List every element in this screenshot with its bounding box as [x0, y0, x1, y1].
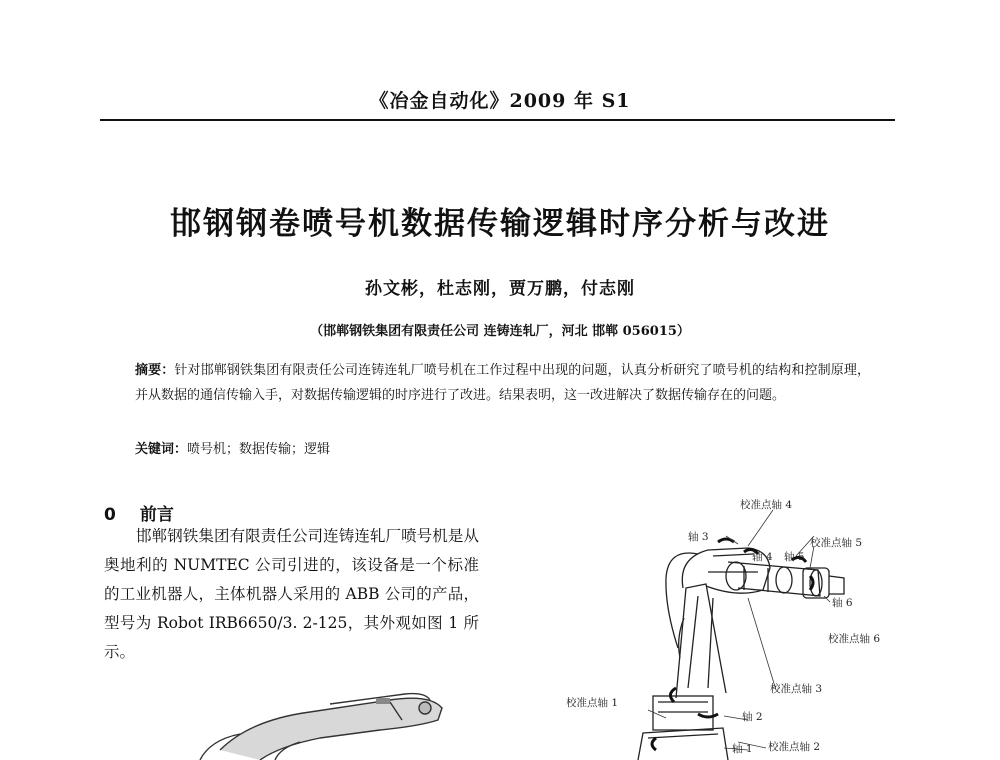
section-title: 前言 [139, 505, 174, 525]
label-calibration-axis-1: 校准点轴 1 [566, 697, 619, 709]
label-axis-5: 轴 5 [784, 551, 805, 563]
robot-photo-figure [180, 690, 470, 760]
body-paragraph: 邯郸钢铁集团有限责任公司连铸连轧厂喷号机是从奥地利的 NUMTEC 公司引进的，该设备是一个标准的工业机器人，主体机器人采用的 ABB 公司的产品，型号为 Robot IRB6650/3. 2-125，其外观如图 1 所示。 [104, 527, 479, 661]
label-calibration-axis-3: 校准点轴 3 [770, 683, 823, 695]
label-calibration-axis-5: 校准点轴 5 [810, 537, 863, 549]
keywords-text: 喷号机；数据传输；逻辑 [187, 442, 331, 457]
label-axis-6: 轴 6 [832, 597, 853, 609]
abstract-label: 摘要： [135, 363, 175, 378]
section-number: 0 [104, 505, 116, 525]
label-axis-4: 轴 4 [752, 551, 773, 563]
label-axis-3: 轴 3 [688, 531, 709, 543]
abstract [135, 358, 870, 408]
journal-header: 《冶金自动化》2009 年 S1 [369, 90, 631, 112]
header-rule [100, 119, 895, 121]
label-calibration-axis-6: 校准点轴 6 [828, 633, 881, 645]
label-leader-lines [648, 510, 830, 750]
robot-arm-illustration [200, 694, 442, 760]
label-calibration-axis-2: 校准点轴 2 [768, 741, 821, 753]
label-axis-1: 轴 1 [732, 743, 753, 755]
keywords [135, 438, 330, 457]
paper-title: 邯钢钢卷喷号机数据传输逻辑时序分析与改进 [170, 206, 830, 242]
robot-axes-diagram [548, 488, 1000, 760]
label-calibration-axis-4: 校准点轴 4 [740, 499, 793, 511]
author-list: 孙文彬，杜志刚，贾万鹏，付志刚 [365, 279, 635, 299]
keywords-label: 关键词： [135, 442, 188, 457]
affiliation: （邯郸钢铁集团有限责任公司 连铸连轧厂，河北 邯郸 056015） [310, 324, 690, 339]
abstract-text: 针对邯郸钢铁集团有限责任公司连铸连轧厂喷号机在工作过程中出现的问题，认真分析研究了喷号机的结构和控制原理，并从数据的通信传输入手，对数据传输逻辑的时序进行了改进。结果表明，这一改进解决了数据传输存在的问题。 [135, 363, 870, 403]
label-axis-2: 轴 2 [742, 711, 763, 723]
